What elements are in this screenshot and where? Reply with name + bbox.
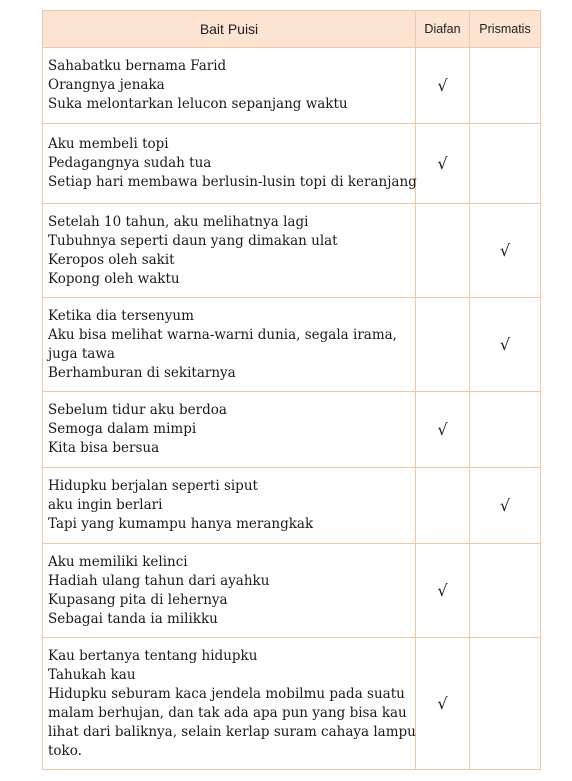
table-row	[43, 544, 541, 638]
verse-line: Pedagangnya sudah tua	[48, 155, 212, 171]
verse-line: Sahabatku bernama Farid	[48, 58, 227, 74]
verse-cell	[43, 298, 416, 392]
checkmark-icon: √	[437, 154, 448, 173]
verse-line: Keropos oleh sakit	[48, 251, 175, 268]
table-row	[43, 124, 541, 204]
prismatis-mark-cell	[470, 544, 541, 638]
table-row	[43, 204, 541, 298]
verse-line: Hidupku seburam kaca jendela mobilmu pada suatu	[48, 685, 405, 702]
diafan-mark-cell	[416, 638, 470, 770]
verse-line: aku ingin berlari	[48, 497, 163, 513]
checkmark-icon: √	[437, 694, 448, 713]
prismatis-mark-cell	[470, 48, 541, 124]
diafan-mark-cell	[416, 298, 470, 392]
diafan-mark-cell	[416, 48, 470, 124]
checkmark-icon: √	[437, 581, 448, 600]
checkmark-icon: √	[499, 241, 511, 260]
verse-cell	[43, 638, 416, 770]
verse-line: Setelah 10 tahun, aku melihatnya lagi	[48, 213, 309, 230]
verse-line: Kita bisa bersua	[48, 440, 160, 456]
verse-line: Aku memiliki kelinci	[48, 553, 188, 570]
verse-line: Kau bertanya tentang hidupku	[48, 647, 258, 664]
checkmark-icon: √	[499, 496, 511, 515]
verse-line: Aku bisa melihat warna-warni dunia, segala irama,	[48, 326, 397, 343]
verse-line: Tubuhnya seperti daun yang dimakan ulat	[48, 232, 338, 249]
verse-line: Berhamburan di sekitarnya	[48, 364, 236, 381]
diafan-mark-cell	[416, 544, 470, 638]
prismatis-mark-cell	[470, 124, 541, 204]
verse-line: Semoga dalam mimpi	[48, 421, 197, 437]
table-row	[43, 392, 541, 468]
table-row	[43, 468, 541, 544]
verse-line: Tahukah kau	[48, 666, 136, 683]
header-prismatis: Prismatis	[470, 11, 541, 48]
verse-cell	[43, 124, 416, 204]
diafan-mark-cell	[416, 392, 470, 468]
header-bait-puisi: Bait Puisi	[43, 11, 416, 48]
verse-cell	[43, 204, 416, 298]
verse-line: juga tawa	[48, 345, 115, 362]
verse-line: Hadiah ulang tahun dari ayahku	[48, 572, 270, 589]
checkmark-icon: √	[437, 76, 448, 95]
header-diafan: Diafan	[416, 11, 470, 48]
checkmark-icon: √	[437, 420, 448, 439]
table-header-row	[43, 11, 541, 48]
verse-line: Hidupku berjalan seperti siput	[48, 478, 258, 494]
verse-line: Aku membeli topi	[48, 136, 169, 152]
prismatis-mark-cell	[470, 204, 541, 298]
verse-cell	[43, 392, 416, 468]
table-body	[43, 48, 541, 770]
verse-line: Sebagai tanda ia milikku	[48, 610, 218, 627]
prismatis-mark-cell	[470, 298, 541, 392]
verse-line: Setiap hari membawa berlusin-lusin topi di keranjang	[48, 174, 417, 190]
verse-line: Sebelum tidur aku berdoa	[48, 402, 227, 418]
diafan-mark-cell	[416, 124, 470, 204]
prismatis-mark-cell	[470, 468, 541, 544]
verse-line: Orangnya jenaka	[48, 77, 165, 93]
verse-cell	[43, 544, 416, 638]
table-row	[43, 298, 541, 392]
poem-classification-table	[42, 10, 541, 770]
verse-line: malam berhujan, dan tak ada apa pun yang bisa kau	[48, 704, 407, 721]
verse-line: Kopong oleh waktu	[48, 270, 180, 287]
verse-line: Kupasang pita di lehernya	[48, 591, 228, 608]
table-row	[43, 638, 541, 770]
checkmark-icon: √	[499, 335, 511, 354]
verse-line: Suka melontarkan lelucon sepanjang waktu	[48, 96, 348, 112]
verse-line: lihat dari baliknya, selain kerlap suram cahaya lampu	[48, 723, 416, 740]
verse-line: toko.	[48, 742, 82, 759]
table-row	[43, 48, 541, 124]
verse-cell	[43, 48, 416, 124]
verse-cell	[43, 468, 416, 544]
verse-line: Ketika dia tersenyum	[48, 307, 194, 324]
prismatis-mark-cell	[470, 392, 541, 468]
prismatis-mark-cell	[470, 638, 541, 770]
verse-line: Tapi yang kumampu hanya merangkak	[48, 516, 314, 532]
diafan-mark-cell	[416, 204, 470, 298]
diafan-mark-cell	[416, 468, 470, 544]
